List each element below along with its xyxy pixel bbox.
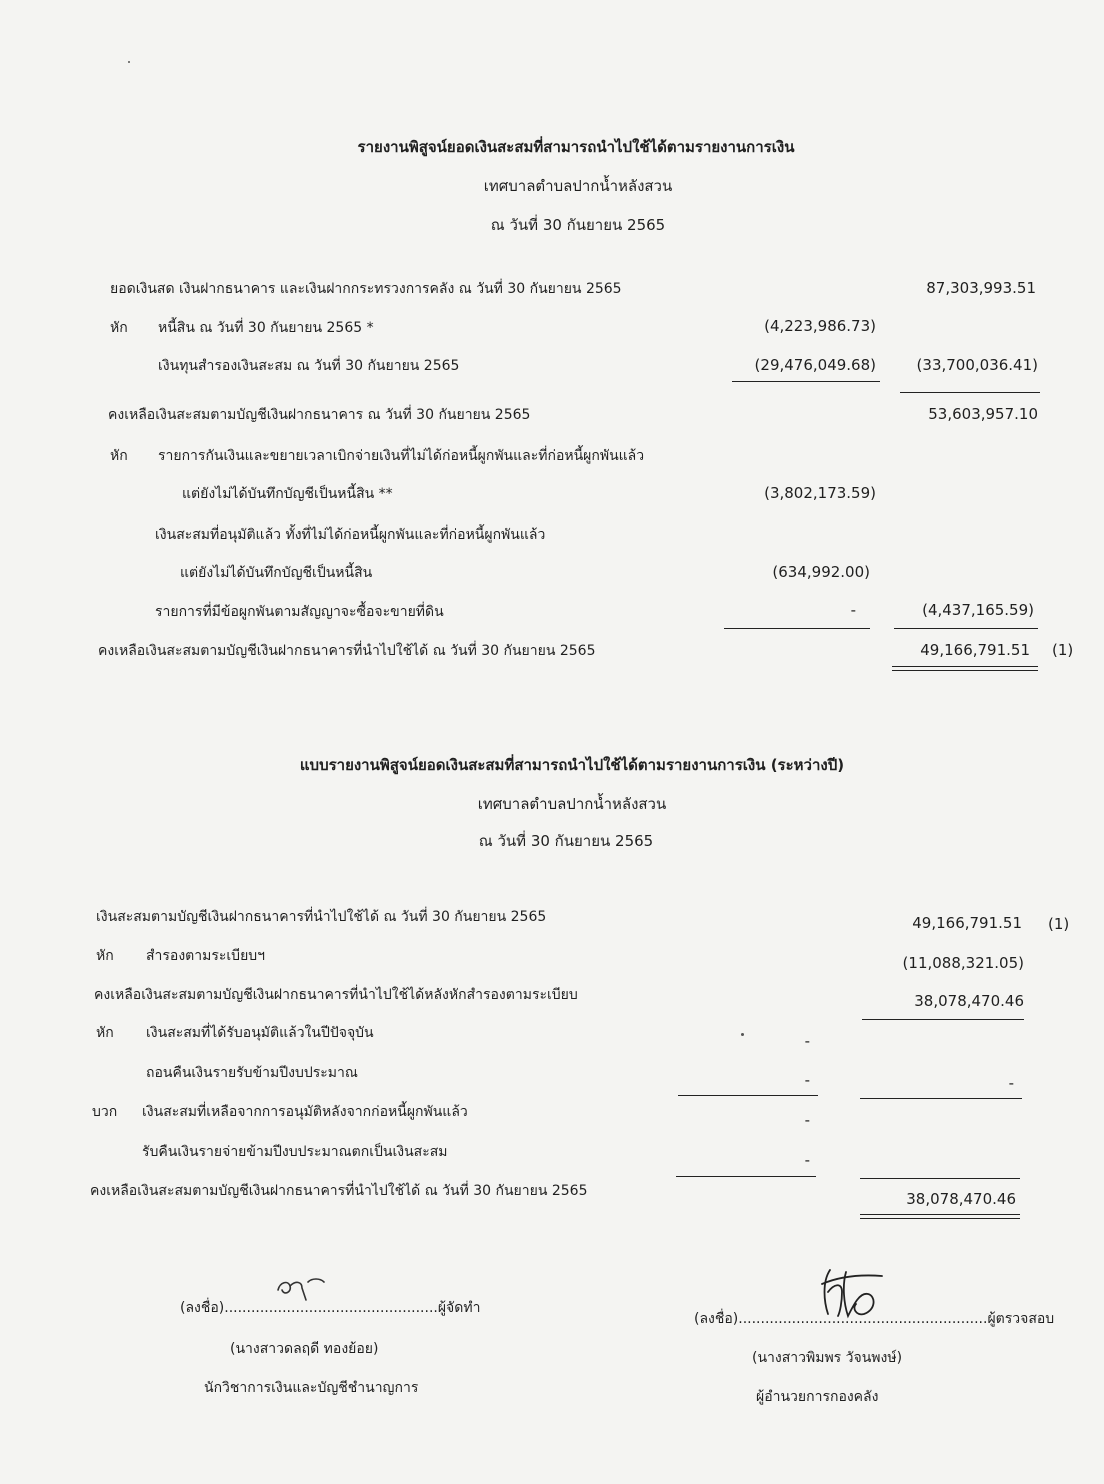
subtotal-rule: [862, 1019, 1024, 1020]
report2-add-prefix: บวก: [92, 1104, 118, 1120]
report2-deduct-prefix: หัก: [96, 1025, 114, 1041]
report1-row-amount: (3,802,173.59): [764, 484, 876, 502]
report1-row-label: เงินสะสมที่อนุมัติแล้ว ทั้งที่ไม่ได้ก่อหนี้ผูกพันและที่ก่อหนี้ผูกพันแล้ว: [155, 527, 546, 543]
report2-row-label: เงินสะสมตามบัญชีเงินฝากธนาคารที่นำไปใช้ได้ ณ วันที่ 30 กันยายน 2565: [96, 909, 547, 925]
report2-deduct-prefix: หัก: [96, 948, 114, 964]
report2-row-amount: -: [804, 1071, 810, 1089]
subtotal-rule: [900, 392, 1040, 393]
subtotal-rule: [894, 628, 1038, 629]
report2-balance-label: คงเหลือเงินสะสมตามบัญชีเงินฝากธนาคารที่นำไปใช้ได้ ณ วันที่ 30 กันยายน 2565: [90, 1183, 588, 1199]
report2-balance-total: 38,078,470.46: [906, 1190, 1016, 1208]
report2-row-label: รับคืนเงินรายจ่ายข้ามปีงบประมาณตกเป็นเงินสะสม: [142, 1144, 448, 1160]
report1-date: ณ วันที่ 30 กันยายน 2565: [490, 216, 666, 234]
subtotal-rule: [724, 628, 870, 629]
report2-org: เทศบาลตำบลปากน้ำหลังสวน: [477, 795, 667, 813]
report1-row-label: รายการที่มีข้อผูกพันตามสัญญาจะซื้อจะขายที่ดิน: [155, 604, 444, 620]
report2-row-label: คงเหลือเงินสะสมตามบัญชีเงินฝากธนาคารที่นำไปใช้ได้หลังหักสำรองตามระเบียบ: [94, 987, 578, 1003]
report2-row-label: เงินสะสมที่เหลือจากการอนุมัติหลังจากก่อหนี้ผูกพันแล้ว: [142, 1104, 468, 1120]
preparer-name: (นางสาวดลฤดี ทองย้อย): [230, 1341, 379, 1357]
subtotal-rule: [732, 381, 880, 382]
subtotal-rule: [860, 1178, 1020, 1179]
report2-row-label: สำรองตามระเบียบฯ: [146, 948, 266, 964]
preparer-position: นักวิชาการเงินและบัญชีชำนาญการ: [204, 1380, 419, 1396]
report2-row-total: -: [1008, 1074, 1014, 1092]
double-rule-top: [892, 666, 1038, 667]
report2-note-ref: (1): [1048, 915, 1070, 933]
double-rule-top: [860, 1214, 1020, 1215]
auditor-sign-line: (ลงชื่อ)........................................................ผู้ตรวจสอบ: [694, 1311, 1055, 1327]
report1-row-label: เงินทุนสำรองเงินสะสม ณ วันที่ 30 กันยายน 2565: [158, 358, 460, 374]
subtotal-rule: [860, 1098, 1022, 1099]
report1-row-label: แต่ยังไม่ได้บันทึกบัญชีเป็นหนี้สิน **: [182, 486, 393, 502]
subtotal-rule: [678, 1095, 818, 1096]
report2-date: ณ วันที่ 30 กันยายน 2565: [478, 832, 654, 850]
report1-title: รายงานพิสูจน์ยอดเงินสะสมที่สามารถนำไปใช้ได้ตามรายงานการเงิน: [357, 138, 795, 156]
report2-row-amount: -: [804, 1032, 810, 1050]
report1-row-amount: (29,476,049.68): [754, 356, 876, 374]
report1-row-amount: (4,223,986.73): [764, 317, 876, 335]
report1-balance-total: 49,166,791.51: [920, 641, 1030, 659]
report2-row-amount: -: [804, 1151, 810, 1169]
report2-row-total: 49,166,791.51: [912, 914, 1022, 932]
report1-deduct-prefix: หัก: [110, 448, 128, 464]
report2-title: แบบรายงานพิสูจน์ยอดเงินสะสมที่สามารถนำไปใช้ได้ตามรายงานการเงิน (ระหว่างปี): [299, 756, 845, 774]
report1-row-label: ยอดเงินสด เงินฝากธนาคาร และเงินฝากกระทรวงการคลัง ณ วันที่ 30 กันยายน 2565: [110, 281, 622, 297]
report2-row-total: 38,078,470.46: [914, 992, 1024, 1010]
report1-row-total: (33,700,036.41): [916, 356, 1038, 374]
report1-row-label: รายการกันเงินและขยายเวลาเบิกจ่ายเงินที่ไม่ได้ก่อหนี้ผูกพันและที่ก่อหนี้ผูกพันแล้ว: [158, 448, 645, 464]
auditor-position: ผู้อำนวยการกองคลัง: [756, 1389, 879, 1405]
report1-note-ref: (1): [1052, 641, 1074, 659]
report1-balance-label: คงเหลือเงินสะสมตามบัญชีเงินฝากธนาคารที่นำไปใช้ได้ ณ วันที่ 30 กันยายน 2565: [98, 643, 596, 659]
paper-speck: [128, 61, 130, 63]
double-rule-bottom: [860, 1218, 1020, 1219]
double-rule-bottom: [892, 670, 1038, 671]
report1-row-total: (4,437,165.59): [922, 601, 1034, 619]
report1-row-label: คงเหลือเงินสะสมตามบัญชีเงินฝากธนาคาร ณ วันที่ 30 กันยายน 2565: [108, 407, 531, 423]
preparer-sign-line: (ลงชื่อ)................................................ผู้จัดทำ: [180, 1300, 481, 1316]
subtotal-rule: [676, 1176, 816, 1177]
report1-row-label: แต่ยังไม่ได้บันทึกบัญชีเป็นหนี้สิน: [180, 565, 373, 581]
report1-org: เทศบาลตำบลปากน้ำหลังสวน: [483, 177, 673, 195]
report1-deduct-prefix: หัก: [110, 320, 128, 336]
ink-speck: [741, 1033, 744, 1036]
report2-row-label: เงินสะสมที่ได้รับอนุมัติแล้วในปีปัจจุบัน: [146, 1025, 374, 1041]
report1-row-total: 87,303,993.51: [926, 279, 1036, 297]
report1-row-label: หนี้สิน ณ วันที่ 30 กันยายน 2565 *: [158, 320, 374, 336]
report1-row-total: 53,603,957.10: [928, 405, 1038, 423]
report2-row-label: ถอนคืนเงินรายรับข้ามปีงบประมาณ: [146, 1065, 358, 1081]
report1-row-amount: (634,992.00): [772, 563, 870, 581]
report2-row-total: (11,088,321.05): [902, 954, 1024, 972]
report1-row-amount: -: [850, 601, 856, 619]
auditor-name: (นางสาวพิมพร วัจนพงษ์): [752, 1350, 903, 1366]
report2-row-amount: -: [804, 1111, 810, 1129]
